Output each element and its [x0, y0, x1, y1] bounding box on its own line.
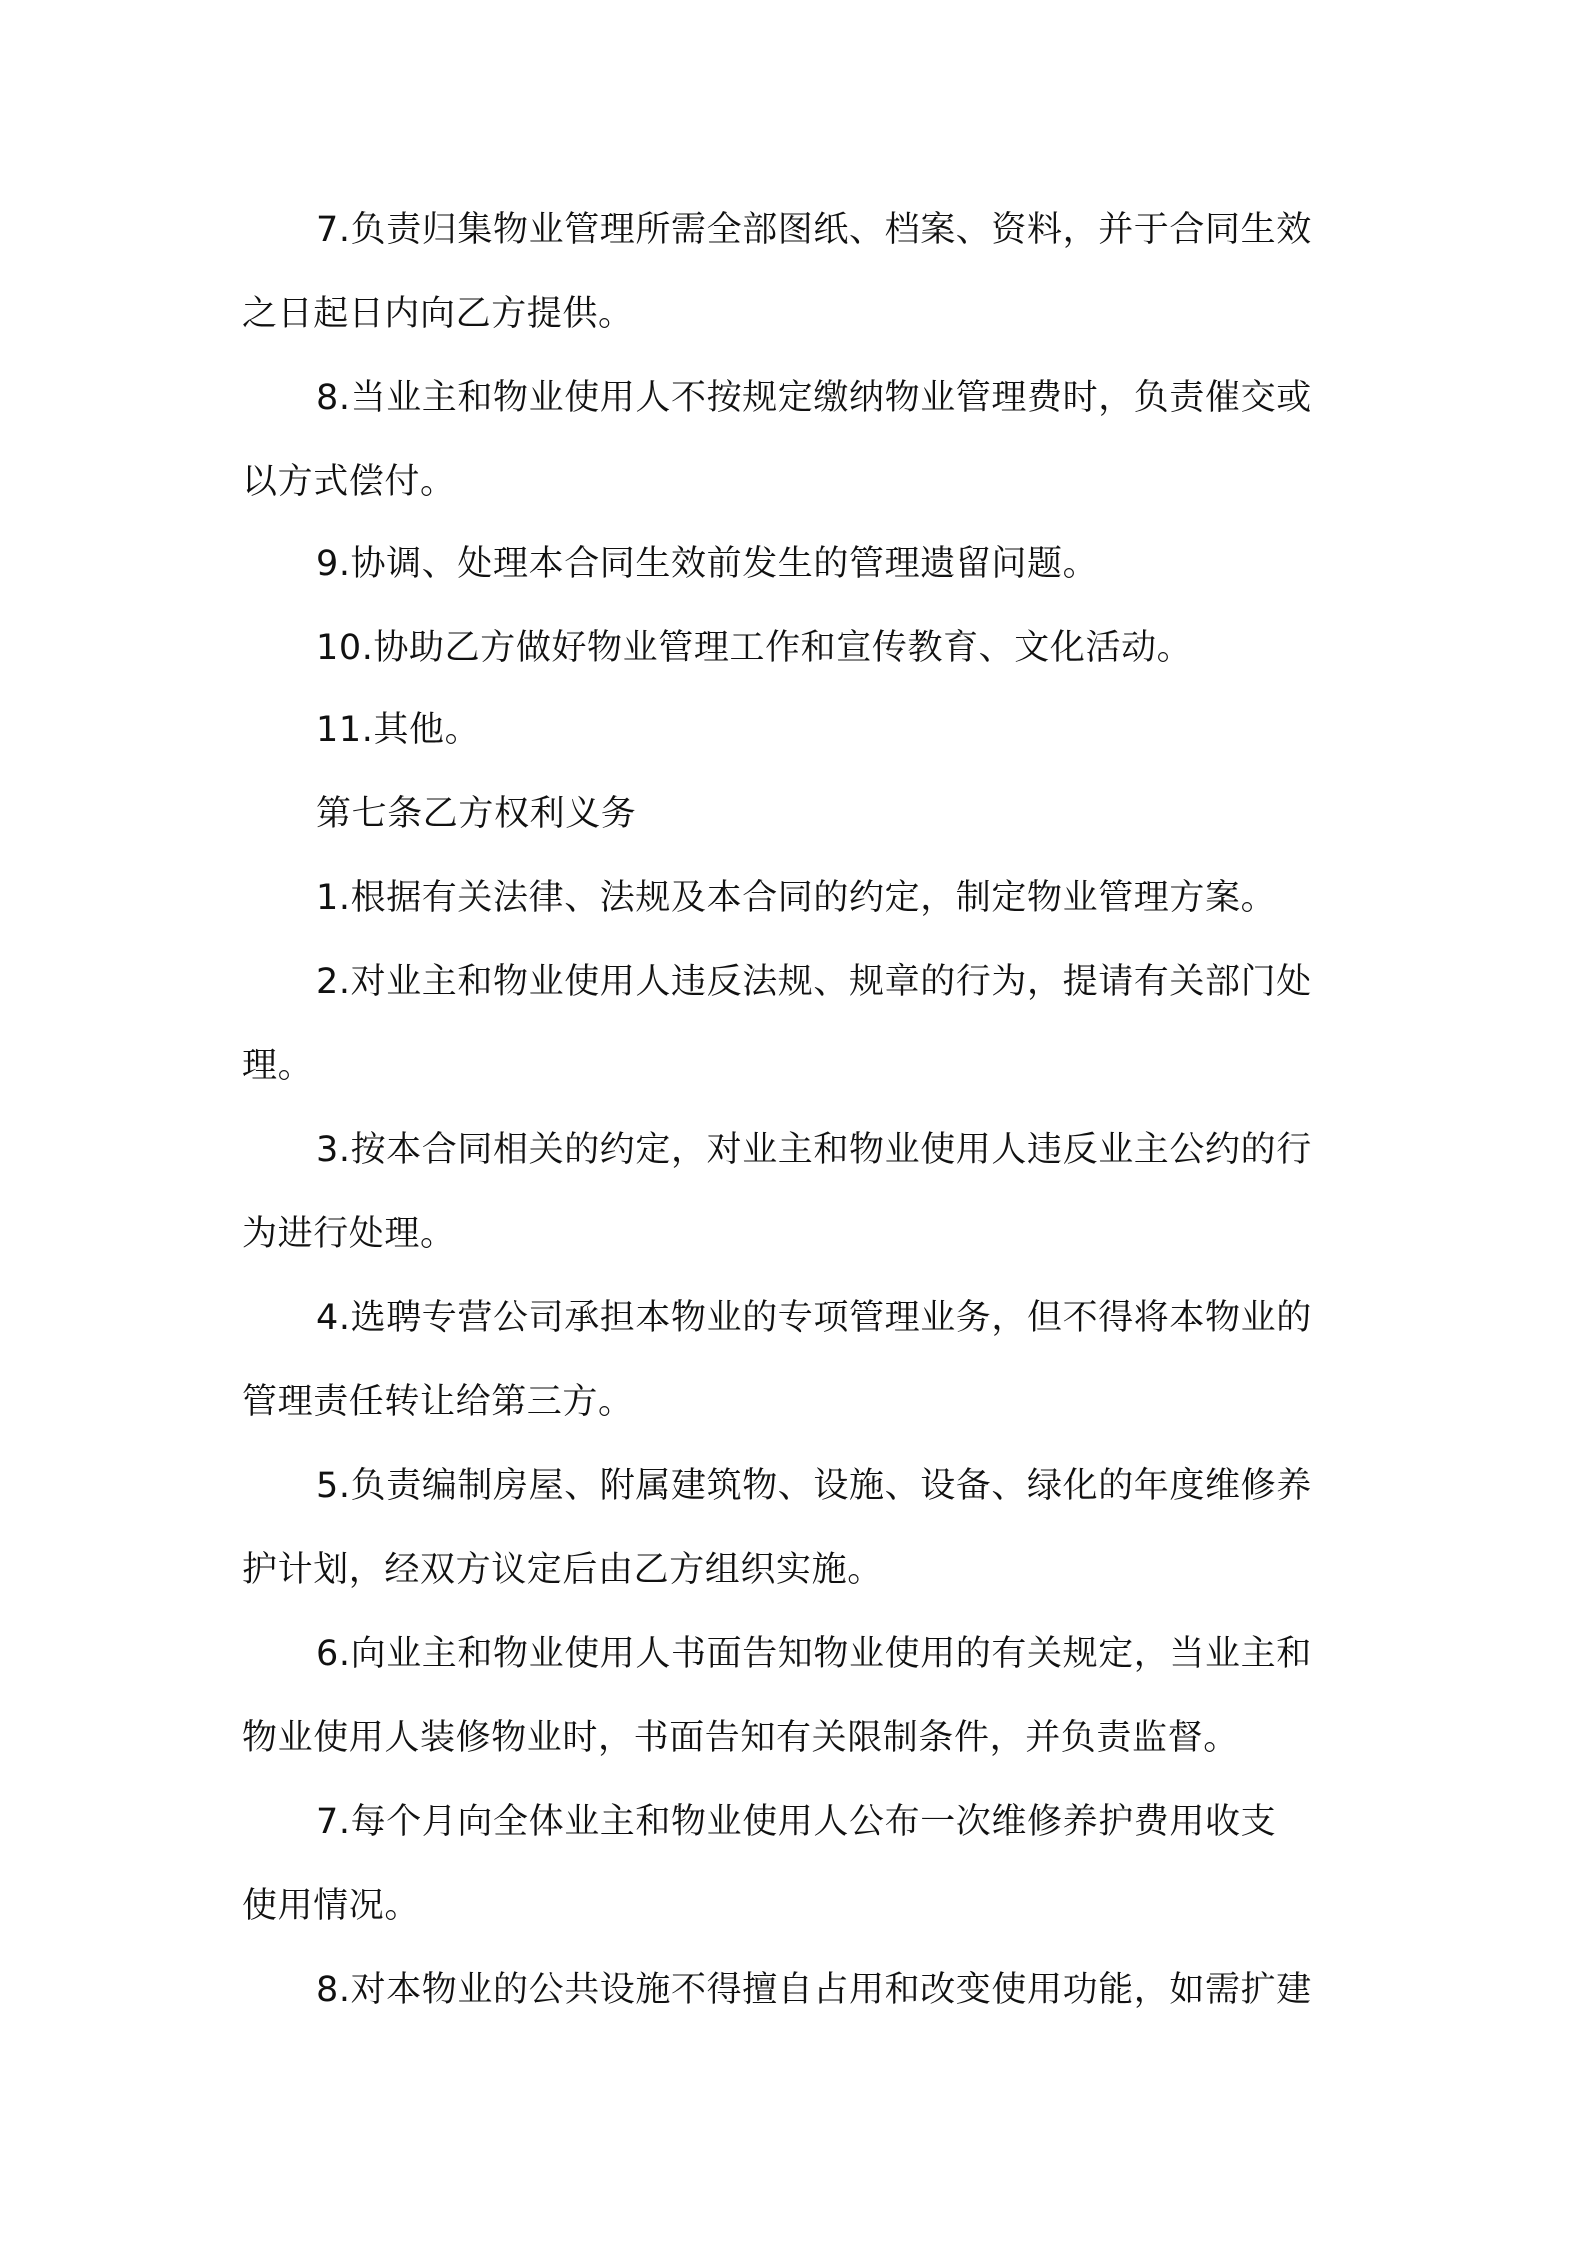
paragraph-line: 11.其他。 [316, 710, 481, 750]
section-heading: 第七条乙方权利义务 [316, 794, 637, 834]
paragraph-line: 以方式偿付。 [242, 462, 456, 502]
paragraph-line: 为进行处理。 [242, 1214, 456, 1254]
paragraph-line: 5.负责编制房屋、附属建筑物、设施、设备、绿化的年度维修养 [316, 1466, 1312, 1506]
paragraph-line: 3.按本合同相关的约定，对业主和物业使用人违反业主公约的行 [316, 1130, 1312, 1170]
paragraph-line: 理。 [242, 1046, 314, 1086]
paragraph-line: 4.选聘专营公司承担本物业的专项管理业务，但不得将本物业的 [316, 1298, 1312, 1338]
paragraph-line: 8.当业主和物业使用人不按规定缴纳物业管理费时，负责催交或 [316, 378, 1312, 418]
paragraph-line: 9.协调、处理本合同生效前发生的管理遗留问题。 [316, 544, 1099, 584]
paragraph-line: 6.向业主和物业使用人书面告知物业使用的有关规定，当业主和 [316, 1634, 1312, 1674]
paragraph-line: 2.对业主和物业使用人违反法规、规章的行为，提请有关部门处 [316, 962, 1312, 1002]
paragraph-line: 物业使用人装修物业时，书面告知有关限制条件，并负责监督。 [242, 1718, 1239, 1758]
paragraph-line: 使用情况。 [242, 1886, 421, 1926]
paragraph-line: 7.负责归集物业管理所需全部图纸、档案、资料，并于合同生效 [316, 210, 1312, 250]
paragraph-line: 之日起日内向乙方提供。 [242, 294, 634, 334]
paragraph-line: 1.根据有关法律、法规及本合同的约定，制定物业管理方案。 [316, 878, 1277, 918]
paragraph-line: 护计划，经双方议定后由乙方组织实施。 [242, 1550, 883, 1590]
paragraph-line: 8.对本物业的公共设施不得擅自占用和改变使用功能，如需扩建 [316, 1970, 1312, 2010]
paragraph-line: 管理责任转让给第三方。 [242, 1382, 634, 1422]
paragraph-line: 10.协助乙方做好物业管理工作和宣传教育、文化活动。 [316, 628, 1193, 668]
paragraph-line: 7.每个月向全体业主和物业使用人公布一次维修养护费用收支 [316, 1802, 1277, 1842]
